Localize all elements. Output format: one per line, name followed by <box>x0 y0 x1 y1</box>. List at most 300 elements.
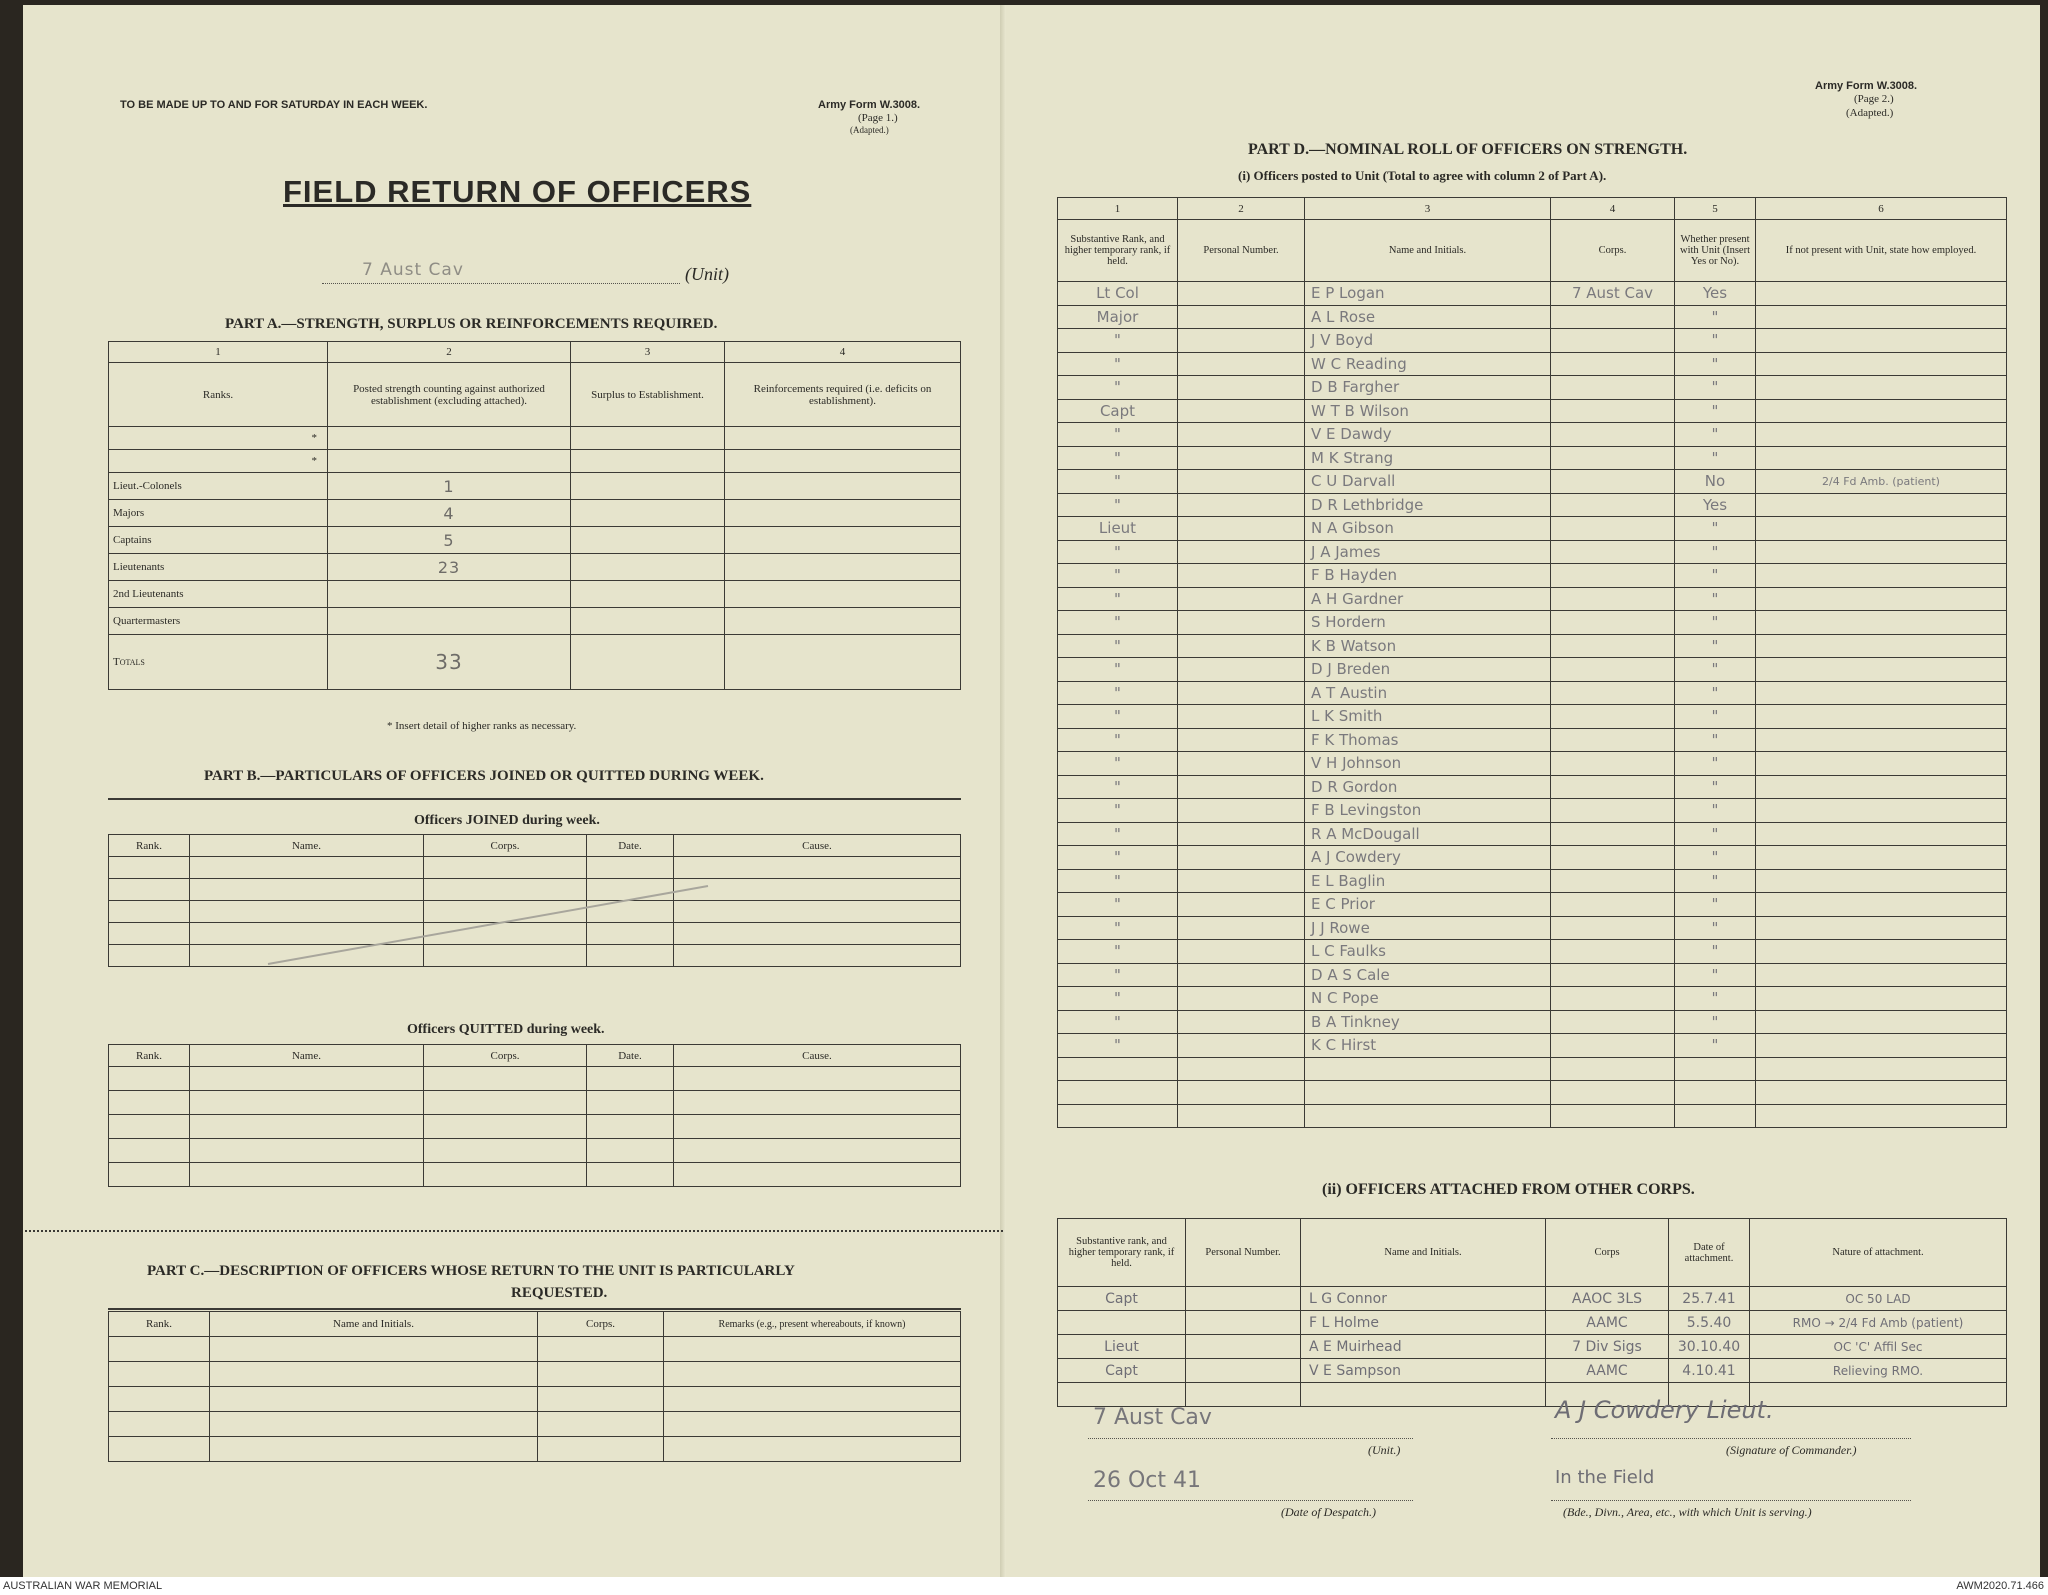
strength-value: 5 <box>328 527 571 554</box>
roll-row <box>1058 352 2007 376</box>
roll-row <box>1058 423 2007 447</box>
strength-value: 1 <box>328 473 571 500</box>
col-header-posted: Posted strength counting against authorized establishment (excluding attached). <box>328 363 571 427</box>
col-header: Name. <box>190 1045 424 1067</box>
roll-corps <box>1551 352 1675 376</box>
roll-rank: " <box>1058 987 1178 1011</box>
page-title: FIELD RETURN OF OFFICERS <box>283 174 752 209</box>
roll-name: E L Baglin <box>1305 869 1551 893</box>
roll-present: " <box>1675 822 1756 846</box>
roll-name: W C Reading <box>1305 352 1551 376</box>
date-line <box>1088 1500 1413 1501</box>
col-number: 1 <box>109 342 328 363</box>
roll-present: " <box>1675 564 1756 588</box>
roll-present: " <box>1675 399 1756 423</box>
roll-employment <box>1756 611 2007 635</box>
roll-corps <box>1551 681 1675 705</box>
roll-corps <box>1551 822 1675 846</box>
roll-name: A J Cowdery <box>1305 846 1551 870</box>
roll-corps <box>1551 634 1675 658</box>
date-label: (Date of Despatch.) <box>1281 1505 1376 1519</box>
part-b-title: PART B.—PARTICULARS OF OFFICERS JOINED OR QUITTED DURING WEEK. <box>204 768 764 784</box>
roll-corps <box>1551 399 1675 423</box>
rule <box>108 798 961 800</box>
roll-present: " <box>1675 1010 1756 1034</box>
roll-personal-number <box>1178 846 1305 870</box>
roll-rank: " <box>1058 752 1178 776</box>
roll-corps <box>1551 564 1675 588</box>
rank-label: Lieutenants <box>109 554 328 581</box>
roll-present: " <box>1675 728 1756 752</box>
roll-personal-number <box>1178 893 1305 917</box>
roll-name: A H Gardner <box>1305 587 1551 611</box>
roll-name: D R Lethbridge <box>1305 493 1551 517</box>
col-header-corps: Corps. <box>1551 220 1675 282</box>
roll-row <box>1058 376 2007 400</box>
roll-employment <box>1756 329 2007 353</box>
col-header-surplus: Surplus to Establishment. <box>571 363 725 427</box>
roll-personal-number <box>1178 705 1305 729</box>
form-adapted: (Adapted.) <box>1846 107 1894 119</box>
part-d-ii-title: (ii) OFFICERS ATTACHED FROM OTHER CORPS. <box>1322 1181 1695 1198</box>
roll-corps <box>1551 329 1675 353</box>
roll-rank: " <box>1058 705 1178 729</box>
roll-employment <box>1756 987 2007 1011</box>
roll-present: " <box>1675 940 1756 964</box>
roll-rank: " <box>1058 869 1178 893</box>
roll-row <box>1058 893 2007 917</box>
roll-corps <box>1551 611 1675 635</box>
roll-personal-number <box>1178 822 1305 846</box>
col-header: Name and Initials. <box>210 1312 538 1337</box>
part-c-table <box>108 1311 961 1462</box>
col-number: 3 <box>1305 198 1551 220</box>
roll-employment <box>1756 399 2007 423</box>
col-header-ranks: Ranks. <box>109 363 328 427</box>
roll-rank: " <box>1058 893 1178 917</box>
roll-personal-number <box>1178 376 1305 400</box>
col-header-date: Date of attachment. <box>1669 1219 1750 1287</box>
roll-present: " <box>1675 376 1756 400</box>
roll-row <box>1058 705 2007 729</box>
roll-corps <box>1551 940 1675 964</box>
roll-personal-number <box>1178 987 1305 1011</box>
col-header-name: Name and Initials. <box>1305 220 1551 282</box>
roll-personal-number <box>1178 399 1305 423</box>
roll-employment <box>1756 423 2007 447</box>
att-date: 25.7.41 <box>1669 1287 1750 1311</box>
form-page: (Page 2.) <box>1854 93 1894 105</box>
roll-employment <box>1756 446 2007 470</box>
att-corps: AAMC <box>1546 1311 1669 1335</box>
roll-row <box>1058 987 2007 1011</box>
roll-corps <box>1551 799 1675 823</box>
roll-name: W T B Wilson <box>1305 399 1551 423</box>
roll-employment <box>1756 1034 2007 1058</box>
roll-employment <box>1756 916 2007 940</box>
roll-present: " <box>1675 869 1756 893</box>
col-header: Corps. <box>424 835 587 857</box>
footer-left: AUSTRALIAN WAR MEMORIAL <box>3 1580 163 1592</box>
att-nature: RMO → 2/4 Fd Amb (patient) <box>1750 1311 2007 1335</box>
attached-row-empty <box>1058 1383 2007 1407</box>
roll-row <box>1058 493 2007 517</box>
part-a-table <box>108 341 961 690</box>
roll-employment <box>1756 352 2007 376</box>
roll-name: E P Logan <box>1305 282 1551 306</box>
roll-personal-number <box>1178 963 1305 987</box>
perforation-line <box>25 1230 1003 1232</box>
roll-personal-number <box>1178 540 1305 564</box>
roll-name: L K Smith <box>1305 705 1551 729</box>
col-header: Rank. <box>109 835 190 857</box>
form-adapted: (Adapted.) <box>850 125 889 135</box>
rank-label: Captains <box>109 527 328 554</box>
roll-employment <box>1756 493 2007 517</box>
unit-line <box>1088 1438 1413 1439</box>
roll-present: " <box>1675 752 1756 776</box>
roll-employment <box>1756 963 2007 987</box>
roll-corps <box>1551 916 1675 940</box>
roll-name: M K Strang <box>1305 446 1551 470</box>
rule <box>108 1308 961 1310</box>
roll-present: " <box>1675 423 1756 447</box>
roll-row <box>1058 470 2007 494</box>
roll-present: " <box>1675 540 1756 564</box>
strength-value: 4 <box>328 500 571 527</box>
roll-personal-number <box>1178 493 1305 517</box>
roll-name: K C Hirst <box>1305 1034 1551 1058</box>
roll-row <box>1058 869 2007 893</box>
form-page: (Page 1.) <box>858 112 898 124</box>
signature-label: (Signature of Commander.) <box>1726 1443 1857 1457</box>
attached-row <box>1058 1359 2007 1383</box>
roll-personal-number <box>1178 869 1305 893</box>
att-name: F L Holme <box>1301 1311 1546 1335</box>
roll-name: N C Pope <box>1305 987 1551 1011</box>
roll-name: D R Gordon <box>1305 775 1551 799</box>
att-personal-number <box>1186 1311 1301 1335</box>
roll-rank: " <box>1058 587 1178 611</box>
roll-present: Yes <box>1675 493 1756 517</box>
roll-present: " <box>1675 329 1756 353</box>
roll-corps <box>1551 963 1675 987</box>
col-number: 2 <box>328 342 571 363</box>
roll-rank: " <box>1058 799 1178 823</box>
roll-personal-number <box>1178 282 1305 306</box>
unit-label: (Unit.) <box>1368 1443 1401 1457</box>
att-date: 5.5.40 <box>1669 1311 1750 1335</box>
col-header: Date. <box>587 1045 674 1067</box>
roll-employment <box>1756 775 2007 799</box>
roll-row <box>1058 963 2007 987</box>
col-header-nature: Nature of attachment. <box>1750 1219 2007 1287</box>
att-corps: AAMC <box>1546 1359 1669 1383</box>
roll-personal-number <box>1178 517 1305 541</box>
roll-rank: Capt <box>1058 399 1178 423</box>
col-header: Corps. <box>424 1045 587 1067</box>
roll-name: B A Tinkney <box>1305 1010 1551 1034</box>
roll-employment <box>1756 752 2007 776</box>
roll-present: " <box>1675 305 1756 329</box>
area-label: (Bde., Divn., Area, etc., with which Unit is serving.) <box>1563 1505 1812 1519</box>
roll-row <box>1058 658 2007 682</box>
roll-row <box>1058 1034 2007 1058</box>
roll-row <box>1058 916 2007 940</box>
roll-corps <box>1551 493 1675 517</box>
roll-present: " <box>1675 587 1756 611</box>
quitted-table <box>108 1044 961 1187</box>
roll-personal-number <box>1178 564 1305 588</box>
roll-row <box>1058 329 2007 353</box>
att-name: A E Muirhead <box>1301 1335 1546 1359</box>
roll-present: " <box>1675 658 1756 682</box>
roll-name: N A Gibson <box>1305 517 1551 541</box>
att-personal-number <box>1186 1335 1301 1359</box>
roll-personal-number <box>1178 329 1305 353</box>
rank-label: Quartermasters <box>109 608 328 635</box>
roll-employment <box>1756 564 2007 588</box>
roll-row <box>1058 822 2007 846</box>
roll-present: " <box>1675 987 1756 1011</box>
joined-title: Officers JOINED during week. <box>414 813 600 828</box>
attached-row <box>1058 1335 2007 1359</box>
roll-row <box>1058 799 2007 823</box>
roll-name: R A McDougall <box>1305 822 1551 846</box>
roll-corps <box>1551 1034 1675 1058</box>
rank-label: Lieut.-Colonels <box>109 473 328 500</box>
roll-employment <box>1756 540 2007 564</box>
roll-personal-number <box>1178 1010 1305 1034</box>
roll-present: " <box>1675 799 1756 823</box>
att-nature: OC 'C' Affil Sec <box>1750 1335 2007 1359</box>
archive-footer <box>0 1577 2048 1595</box>
roll-corps <box>1551 869 1675 893</box>
col-number: 5 <box>1675 198 1756 220</box>
roll-rank: " <box>1058 822 1178 846</box>
roll-name: F K Thomas <box>1305 728 1551 752</box>
att-personal-number <box>1186 1287 1301 1311</box>
unit-handwritten: 7 Aust Cav <box>362 260 464 280</box>
part-d-subtitle: (i) Officers posted to Unit (Total to agree with column 2 of Part A). <box>1238 168 1607 183</box>
roll-name: L C Faulks <box>1305 940 1551 964</box>
roll-name: J A James <box>1305 540 1551 564</box>
roll-rank: " <box>1058 352 1178 376</box>
roll-employment <box>1756 305 2007 329</box>
att-corps: 7 Div Sigs <box>1546 1335 1669 1359</box>
commander-signature: A J Cowdery Lieut. <box>1555 1396 1774 1424</box>
roll-corps <box>1551 846 1675 870</box>
roll-row <box>1058 399 2007 423</box>
roll-personal-number <box>1178 611 1305 635</box>
roll-row <box>1058 587 2007 611</box>
roll-name: D B Fargher <box>1305 376 1551 400</box>
roll-rank: " <box>1058 470 1178 494</box>
col-header: Cause. <box>674 1045 961 1067</box>
roll-row <box>1058 564 2007 588</box>
col-header-employment: If not present with Unit, state how employed. <box>1756 220 2007 282</box>
roll-personal-number <box>1178 446 1305 470</box>
roll-personal-number <box>1178 634 1305 658</box>
despatch-date-handwritten: 26 Oct 41 <box>1093 1468 1202 1493</box>
col-number: 6 <box>1756 198 2007 220</box>
roll-personal-number <box>1178 658 1305 682</box>
roll-name: A L Rose <box>1305 305 1551 329</box>
col-header-rank: Substantive rank, and higher temporary rank, if held. <box>1058 1219 1186 1287</box>
roll-row <box>1058 305 2007 329</box>
att-rank: Capt <box>1058 1287 1186 1311</box>
col-header: Date. <box>587 835 674 857</box>
totals-label: Totals <box>109 635 328 690</box>
att-rank: Lieut <box>1058 1335 1186 1359</box>
roll-personal-number <box>1178 752 1305 776</box>
roll-corps <box>1551 728 1675 752</box>
roll-employment <box>1756 634 2007 658</box>
footer-right: AWM2020.71.466 <box>1956 1580 2044 1592</box>
roll-present: " <box>1675 352 1756 376</box>
roll-corps: 7 Aust Cav <box>1551 282 1675 306</box>
roll-rank: " <box>1058 634 1178 658</box>
unit-label: (Unit) <box>685 264 729 284</box>
roll-employment <box>1756 376 2007 400</box>
strength-value: 23 <box>328 554 571 581</box>
roll-rank: " <box>1058 1034 1178 1058</box>
star-marker: * <box>109 450 328 473</box>
roll-personal-number <box>1178 305 1305 329</box>
roll-employment <box>1756 681 2007 705</box>
roll-present: " <box>1675 446 1756 470</box>
col-number: 3 <box>571 342 725 363</box>
roll-corps <box>1551 705 1675 729</box>
roll-personal-number <box>1178 470 1305 494</box>
part-c-title-2: REQUESTED. <box>511 1285 608 1301</box>
col-header-rank: Substantive Rank, and higher temporary rank, if held. <box>1058 220 1178 282</box>
col-header: Corps. <box>538 1312 664 1337</box>
form-number: Army Form W.3008. <box>818 99 921 111</box>
roll-rank: " <box>1058 728 1178 752</box>
col-header-personal-number: Personal Number. <box>1186 1219 1301 1287</box>
roll-personal-number <box>1178 681 1305 705</box>
roll-corps <box>1551 376 1675 400</box>
roll-present: " <box>1675 775 1756 799</box>
roll-corps <box>1551 446 1675 470</box>
roll-name: C U Darvall <box>1305 470 1551 494</box>
roll-name: S Hordern <box>1305 611 1551 635</box>
part-d-title: PART D.—NOMINAL ROLL OF OFFICERS ON STRENGTH. <box>1248 141 1688 158</box>
roll-present: " <box>1675 916 1756 940</box>
roll-corps <box>1551 893 1675 917</box>
roll-name: F B Levingston <box>1305 799 1551 823</box>
strength-value <box>328 608 571 635</box>
roll-corps <box>1551 1010 1675 1034</box>
nominal-roll-table <box>1057 197 2007 1128</box>
col-header: Remarks (e.g., present whereabouts, if known) <box>664 1312 961 1337</box>
att-nature: OC 50 LAD <box>1750 1287 2007 1311</box>
col-number: 2 <box>1178 198 1305 220</box>
att-date: 30.10.40 <box>1669 1335 1750 1359</box>
roll-corps <box>1551 775 1675 799</box>
quitted-title: Officers QUITTED during week. <box>407 1022 605 1037</box>
att-nature: Relieving RMO. <box>1750 1359 2007 1383</box>
roll-present: " <box>1675 705 1756 729</box>
roll-name: A T Austin <box>1305 681 1551 705</box>
roll-present: " <box>1675 634 1756 658</box>
roll-name: J V Boyd <box>1305 329 1551 353</box>
roll-employment <box>1756 799 2007 823</box>
att-personal-number <box>1186 1359 1301 1383</box>
roll-present: " <box>1675 611 1756 635</box>
joined-strikethrough <box>108 856 961 966</box>
attached-table <box>1057 1218 2007 1407</box>
roll-rank: " <box>1058 611 1178 635</box>
roll-present: " <box>1675 893 1756 917</box>
roll-present: " <box>1675 963 1756 987</box>
roll-employment <box>1756 869 2007 893</box>
roll-corps <box>1551 987 1675 1011</box>
roll-employment <box>1756 517 2007 541</box>
roll-personal-number <box>1178 728 1305 752</box>
roll-employment <box>1756 822 2007 846</box>
roll-personal-number <box>1178 423 1305 447</box>
roll-rank: " <box>1058 446 1178 470</box>
strength-value <box>328 581 571 608</box>
roll-row <box>1058 446 2007 470</box>
roll-corps <box>1551 423 1675 447</box>
area-handwritten: In the Field <box>1555 1467 1655 1488</box>
roll-name: V E Dawdy <box>1305 423 1551 447</box>
unit-line <box>322 283 680 284</box>
roll-row-empty <box>1058 1057 2007 1081</box>
att-date: 4.10.41 <box>1669 1359 1750 1383</box>
roll-rank: Lieut <box>1058 517 1178 541</box>
roll-personal-number <box>1178 799 1305 823</box>
roll-employment <box>1756 1010 2007 1034</box>
roll-personal-number <box>1178 916 1305 940</box>
roll-present: " <box>1675 517 1756 541</box>
roll-rank: " <box>1058 963 1178 987</box>
roll-rank: " <box>1058 658 1178 682</box>
att-rank <box>1058 1311 1186 1335</box>
att-rank: Capt <box>1058 1359 1186 1383</box>
roll-corps <box>1551 752 1675 776</box>
roll-employment <box>1756 846 2007 870</box>
roll-rank: " <box>1058 940 1178 964</box>
totals-value: 33 <box>328 635 571 690</box>
roll-personal-number <box>1178 940 1305 964</box>
roll-row <box>1058 282 2007 306</box>
roll-name: D A S Cale <box>1305 963 1551 987</box>
roll-row <box>1058 634 2007 658</box>
roll-rank: " <box>1058 540 1178 564</box>
roll-rank: " <box>1058 376 1178 400</box>
att-corps: AAOC 3LS <box>1546 1287 1669 1311</box>
roll-corps <box>1551 540 1675 564</box>
roll-corps <box>1551 658 1675 682</box>
roll-present: " <box>1675 846 1756 870</box>
roll-employment <box>1756 282 2007 306</box>
roll-row <box>1058 1010 2007 1034</box>
roll-name: V H Johnson <box>1305 752 1551 776</box>
roll-row <box>1058 728 2007 752</box>
col-number: 4 <box>725 342 961 363</box>
roll-present: " <box>1675 681 1756 705</box>
roll-row <box>1058 681 2007 705</box>
roll-name: D J Breden <box>1305 658 1551 682</box>
roll-rank: " <box>1058 846 1178 870</box>
roll-corps <box>1551 587 1675 611</box>
roll-rank: " <box>1058 1010 1178 1034</box>
rank-label: 2nd Lieutenants <box>109 581 328 608</box>
